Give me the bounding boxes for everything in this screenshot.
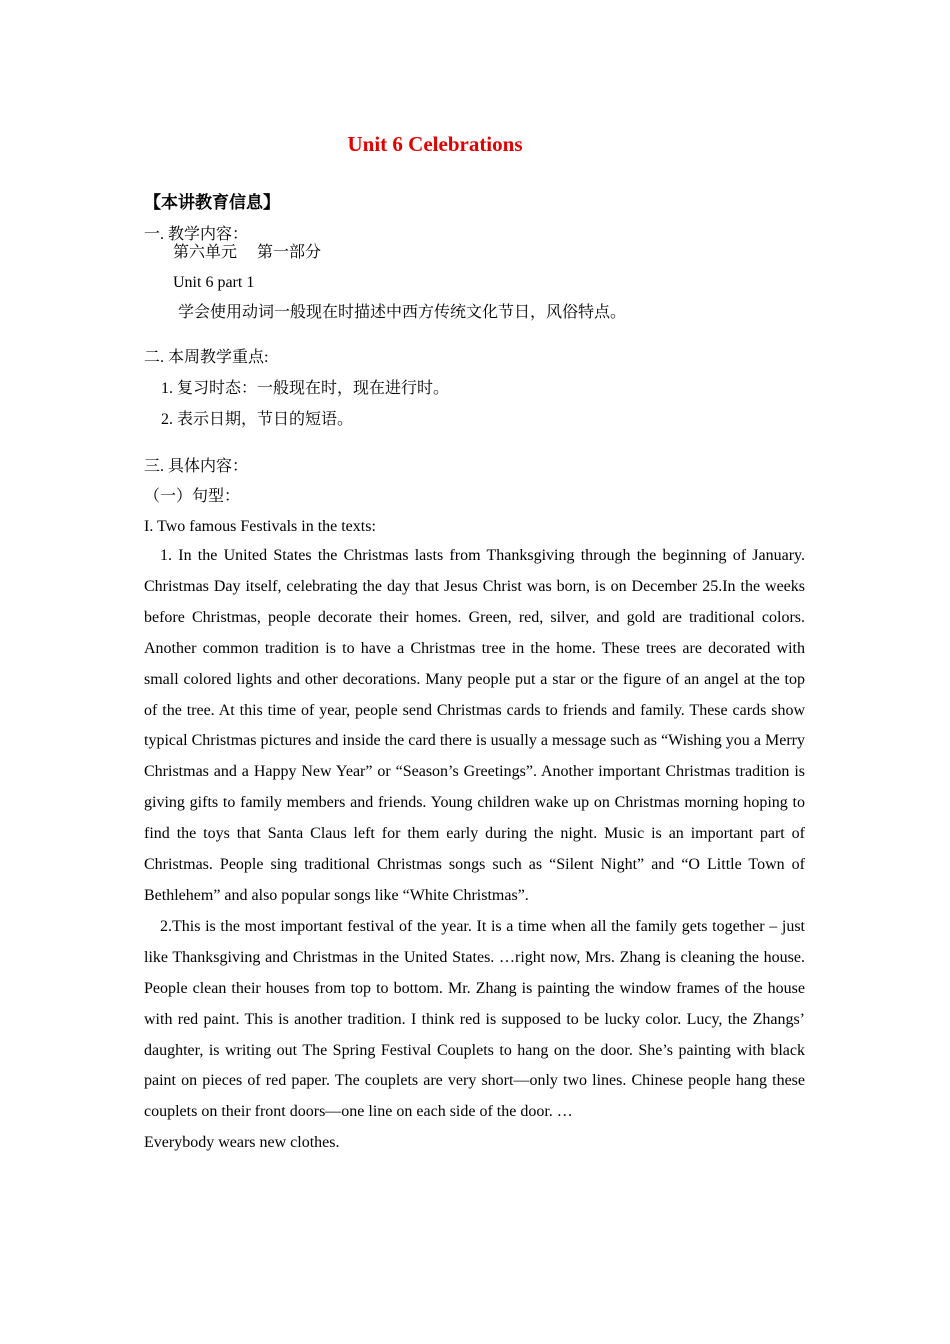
section-3-roman-1: I. Two famous Festivals in the texts: — [144, 518, 376, 535]
section-heading: 【本讲教育信息】 — [144, 193, 280, 213]
paragraph-spring-festival: 2.This is the most important festival of the year. It is a time when all the family gets together – just like Thanksgiving and Christmas in the United States. …right now, Mrs. Zhang is cleaning the house. People clean their houses from top to bottom. Mr. Zhang is painting the window frames of the house with red paint. This is another tradition. I think red is supposed to be lucky color. Lucy, the Zhangs’ daughter, is writing out The Spring Festival Couplets to hang on the door. She’s painting with black paint on pieces of red paper. The couplets are very short—only two lines. Chinese people hang these couplets on their front doors—one line on each side of the door. … — [144, 917, 805, 1121]
section-2-item-1: 1. 复习时态：一般现在时，现在进行时。 — [161, 380, 450, 397]
body-text — [144, 541, 805, 1159]
section-3-sub-1: （一）句型： — [144, 488, 241, 505]
section-2-item-2: 2. 表示日期，节日的短语。 — [161, 411, 354, 428]
section-3-label: 三. 具体内容： — [144, 458, 249, 475]
section-1-line-1: 第六单元 第一部分 — [173, 244, 322, 261]
page-title: Unit 6 Celebrations — [347, 132, 523, 156]
paragraph-new-clothes: Everybody wears new clothes. — [144, 1134, 340, 1152]
section-1-line-3: 学会使用动词一般现在时描述中西方传统文化节日，风俗特点。 — [178, 304, 627, 321]
section-2-label: 二. 本周教学重点: — [144, 349, 269, 366]
section-1-line-2: Unit 6 part 1 — [173, 274, 255, 291]
section-1-label: 一. 教学内容： — [144, 226, 249, 243]
paragraph-christmas: 1. In the United States the Christmas lasts from Thanksgiving through the beginning of January. Christmas Day itself, celebrating the day that Jesus Christ was born, is on December 25.In the weeks before Christmas, people decorate their homes. Green, red, silver, and gold are traditional colors. Another common tradition is to have a Christmas tree in the home. These trees are decorated with small colored lights and other decorations. Many people put a star or the figure of an angel at the top of the tree. At this time of year, people send Christmas cards to friends and family. These cards show typical Christmas pictures and inside the card there is usually a message such as “Wishing you a Merry Christmas and a Happy New Year” or “Season’s Greetings”. Another important Christmas tradition is giving gifts to family members and friends. Young children wake up on Christmas morning hoping to find the toys that Santa Claus left for them early during the night. Music is an important part of Christmas. People sing traditional Christmas songs such as “Silent Night” and “O Little Town of Bethlehem” and also popular songs like “White Christmas”. — [144, 547, 805, 904]
